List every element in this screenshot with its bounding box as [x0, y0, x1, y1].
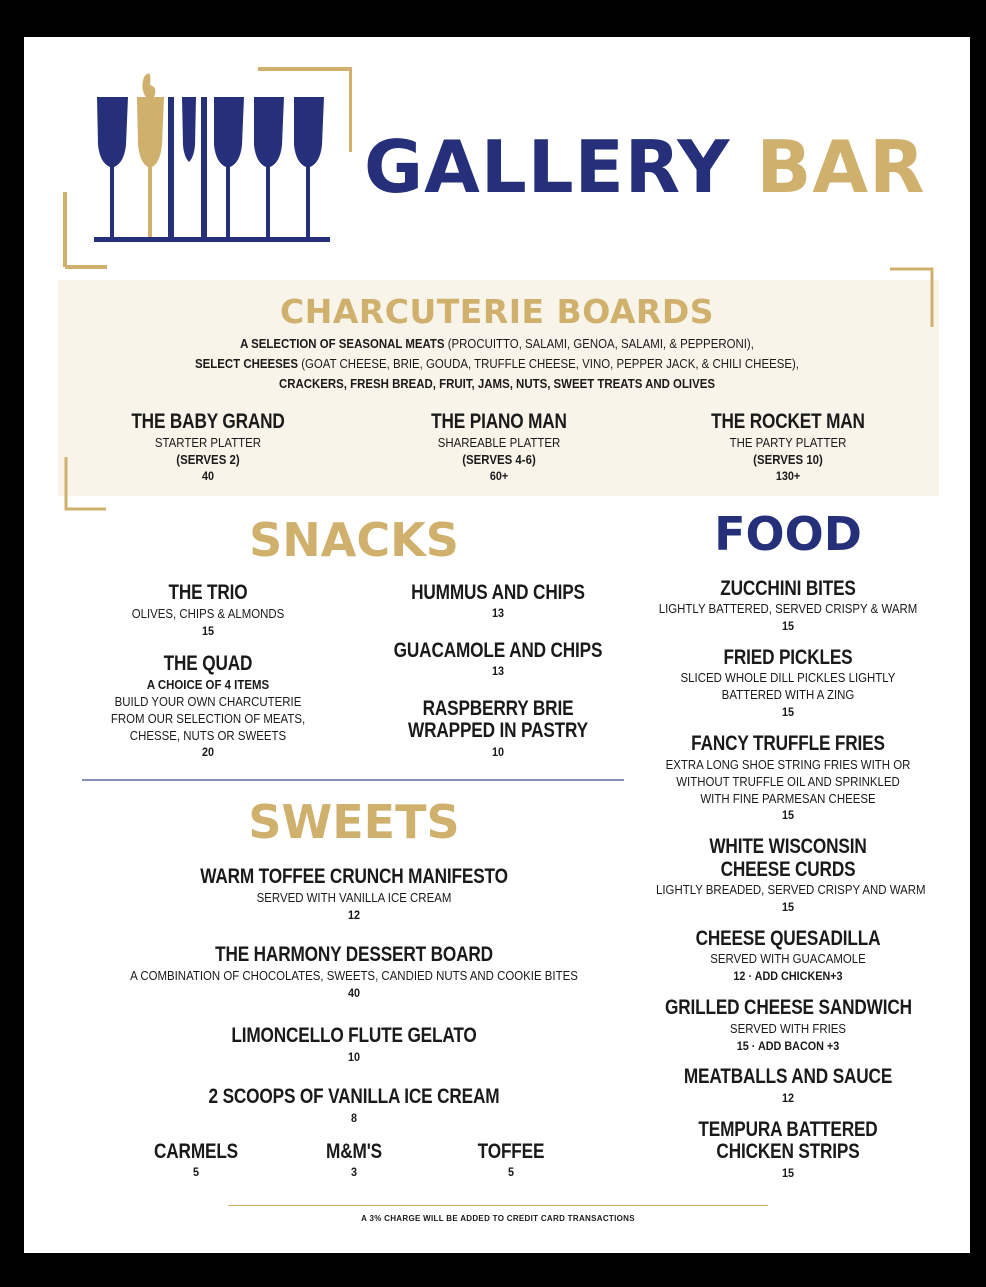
- item-name: ZUCCHINI BITES: [720, 577, 856, 600]
- item-name: LIMONCELLO FLUTE GELATO: [231, 1024, 477, 1047]
- item-name: WRAPPED IN PASTRY: [408, 719, 588, 742]
- item-subtitle: A CHOICE OF 4 ITEMS: [146, 677, 270, 692]
- item-name: CHEESE QUESADILLA: [695, 927, 881, 950]
- sweets-title: SWEETS: [248, 795, 460, 849]
- item-serves: (SERVES 2): [176, 452, 240, 467]
- item-desc: SHAREABLE PLATTER: [437, 435, 561, 450]
- item-name: RASPBERRY BRIE: [422, 697, 574, 720]
- item-price: 12: [781, 1091, 795, 1105]
- charcuterie-desc-3: CRACKERS, FRESH BREAD, FRUIT, JAMS, NUTS, SWEET TREATS AND OLIVES: [278, 376, 716, 391]
- item-price: 15: [781, 808, 795, 822]
- item-name: 2 SCOOPS OF VANILLA ICE CREAM: [208, 1085, 500, 1108]
- item-desc: SERVED WITH FRIES: [729, 1021, 847, 1036]
- item-desc: STARTER PLATTER: [154, 435, 262, 450]
- item-price: 13: [491, 606, 505, 620]
- footer-divider: [228, 1205, 768, 1206]
- item-name: CARMELS: [154, 1140, 238, 1163]
- item-price: 8: [350, 1111, 358, 1125]
- item-desc: CHESSE, NUTS OR SWEETS: [129, 728, 287, 743]
- item-price: 15: [201, 624, 215, 638]
- item-price: 15: [781, 1166, 795, 1180]
- item-desc: LIGHTLY BREADED, SERVED CRISPY AND WARM: [656, 882, 926, 897]
- item-name: THE HARMONY DESSERT BOARD: [215, 943, 493, 966]
- item-desc: THE PARTY PLATTER: [729, 435, 847, 450]
- item-price: 3: [350, 1165, 358, 1179]
- snacks-title: SNACKS: [249, 513, 459, 567]
- item-serves: (SERVES 10): [753, 452, 823, 467]
- item-name: CHEESE CURDS: [720, 858, 856, 881]
- menu-page: [24, 37, 970, 1253]
- item-price: 10: [491, 745, 505, 759]
- charcuterie-title: CHARCUTERIE BOARDS: [279, 292, 714, 331]
- item-name: TEMPURA BATTERED: [698, 1118, 878, 1141]
- item-name: CHICKEN STRIPS: [716, 1140, 860, 1163]
- item-desc: SERVED WITH VANILLA ICE CREAM: [256, 890, 452, 905]
- item-price: 130+: [775, 469, 801, 483]
- footer-note: A 3% CHARGE WILL BE ADDED TO CREDIT CARD TRANSACTIONS: [361, 1214, 635, 1223]
- item-price: 5: [507, 1165, 515, 1179]
- item-price: 13: [491, 664, 505, 678]
- item-name: THE QUAD: [163, 652, 253, 675]
- item-name: WHITE WISCONSIN: [709, 835, 867, 858]
- item-desc: BATTERED WITH A ZING: [721, 687, 855, 702]
- item-name: WARM TOFFEE CRUNCH MANIFESTO: [200, 865, 508, 888]
- item-price: 20: [201, 745, 215, 759]
- section-divider: [82, 779, 624, 781]
- item-price: 40: [201, 469, 215, 483]
- item-price: 15: [781, 619, 795, 633]
- item-desc: WITH FINE PARMESAN CHEESE: [700, 791, 876, 806]
- item-price: 12 · ADD CHICKEN+3: [733, 969, 843, 983]
- item-desc: LIGHTLY BATTERED, SERVED CRISPY & WARM: [658, 601, 918, 616]
- item-desc: BUILD YOUR OWN CHARCUTERIE: [114, 694, 302, 709]
- item-desc: OLIVES, CHIPS & ALMONDS: [131, 606, 285, 621]
- brand-name-main: GALLERY: [364, 125, 731, 209]
- item-price: 10: [347, 1050, 361, 1064]
- charcuterie-desc-1: A SELECTION OF SEASONAL MEATS (PROCUITTO, SALAMI, GENOA, SALAMI, & PEPPERONI),: [240, 336, 754, 351]
- item-name: THE PIANO MAN: [431, 410, 567, 433]
- item-name: M&M'S: [326, 1140, 382, 1163]
- item-desc: SERVED WITH GUACAMOLE: [710, 951, 866, 966]
- item-price: 15: [781, 900, 795, 914]
- item-serves: (SERVES 4-6): [462, 452, 536, 467]
- item-name: GRILLED CHEESE SANDWICH: [665, 996, 912, 1019]
- item-price: 15 · ADD BACON +3: [736, 1039, 840, 1053]
- item-desc: SLICED WHOLE DILL PICKLES LIGHTLY: [680, 670, 896, 685]
- item-name: GUACAMOLE AND CHIPS: [393, 639, 603, 662]
- item-price: 5: [192, 1165, 200, 1179]
- item-desc: WITHOUT TRUFFLE OIL AND SPRINKLED: [676, 774, 900, 789]
- item-name: HUMMUS AND CHIPS: [411, 581, 585, 604]
- brand-name-accent: BAR: [756, 125, 926, 209]
- item-desc: FROM OUR SELECTION OF MEATS,: [110, 711, 306, 726]
- item-name: TOFFEE: [477, 1140, 545, 1163]
- item-price: 12: [347, 908, 361, 922]
- item-name: THE ROCKET MAN: [711, 410, 865, 433]
- item-name: THE BABY GRAND: [131, 410, 285, 433]
- item-name: FANCY TRUFFLE FRIES: [691, 732, 885, 755]
- item-price: 60+: [489, 469, 509, 483]
- item-name: MEATBALLS AND SAUCE: [683, 1065, 893, 1088]
- item-desc: EXTRA LONG SHOE STRING FRIES WITH OR: [665, 757, 911, 772]
- item-desc: A COMBINATION OF CHOCOLATES, SWEETS, CANDIED NUTS AND COOKIE BITES: [130, 968, 578, 983]
- item-price: 40: [347, 986, 361, 1000]
- charcuterie-desc-2: SELECT CHEESES (GOAT CHEESE, BRIE, GOUDA, TRUFFLE CHEESE, VINO, PEPPER JACK, & CHILI CHEESE),: [195, 356, 799, 371]
- food-title: FOOD: [714, 507, 862, 561]
- item-name: THE TRIO: [168, 581, 248, 604]
- item-name: FRIED PICKLES: [723, 646, 853, 669]
- item-price: 15: [781, 705, 795, 719]
